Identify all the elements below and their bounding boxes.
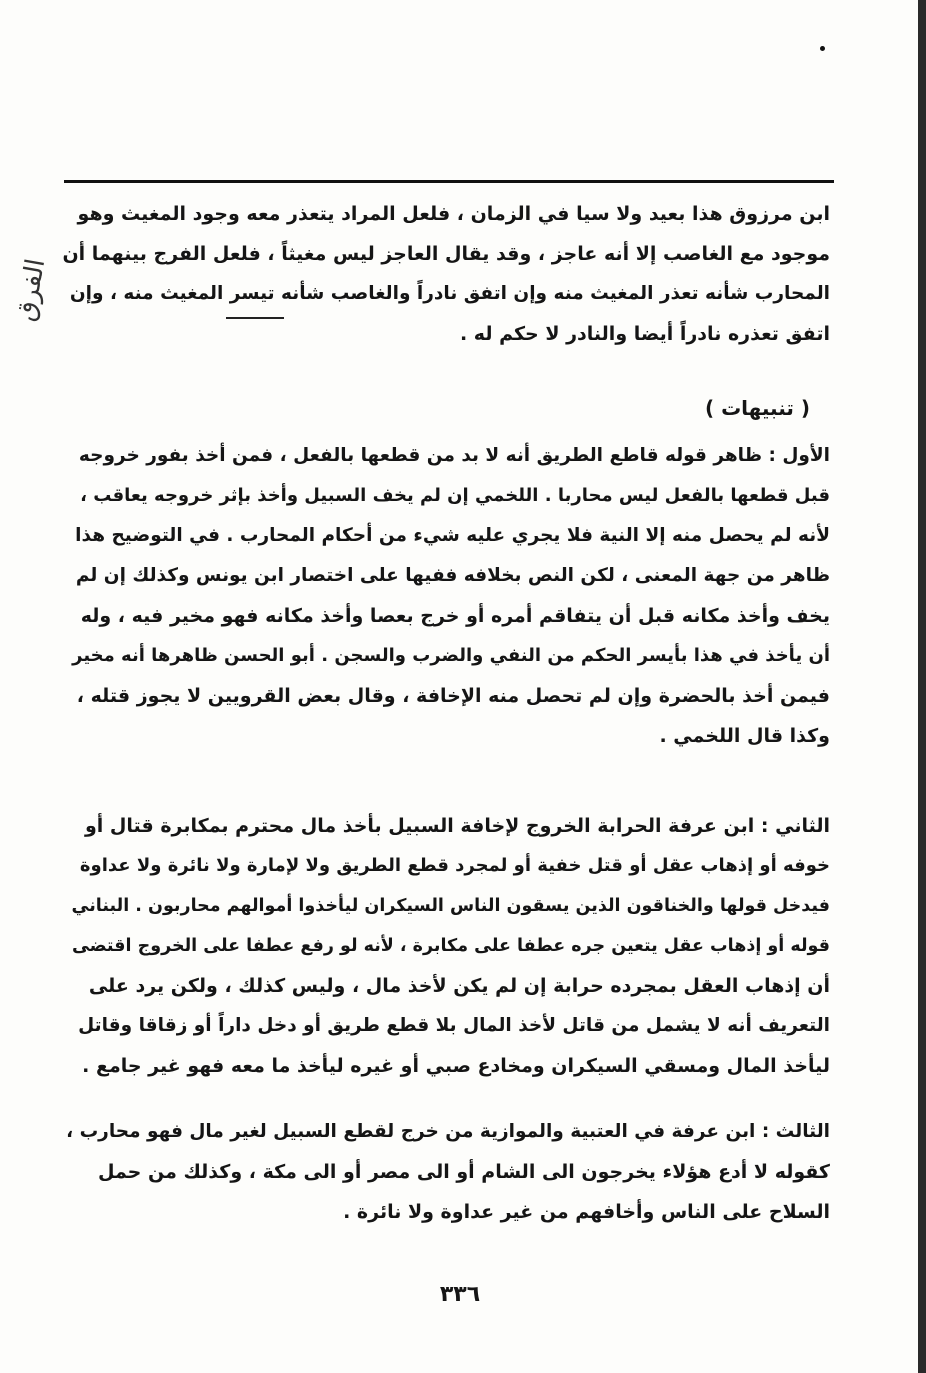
- text-line: أن يأخذ في هذا بأيسر الحكم من النفي والضرب والسجن . أبو الحسن ظاهرها أنه مخير: [72, 645, 830, 666]
- text-line: المحارب شأنه تعذر المغيث منه وإن اتفق نادراً والغاصب شأنه تيسر المغيث منه ، وإن: [69, 283, 830, 304]
- text-line: خوفه أو إذهاب عقل أو قتل خفية أو لمجرد قطع الطريق ولا لإمارة ولا نائرة ولا عداوة: [79, 855, 830, 876]
- header-rule: [64, 180, 834, 183]
- text-line: كقوله لا أدع هؤلاء يخرجون الى الشام أو الى مصر أو الى مكة ، وكذلك من حمل: [97, 1161, 830, 1183]
- text-line: ظاهر من جهة المعنى ، لكن النص بخلافه ففيها على اختصار ابن يونس وكذلك إن لم: [75, 565, 830, 586]
- paragraph-4: [60, 1112, 830, 1232]
- text-line: التعريف أنه لا يشمل من قاتل لأخذ المال بلا قطع طريق أو دخل داراً أو زقاقا وقاتل: [78, 1015, 830, 1036]
- text-line: وكذا قال اللخمي .: [659, 725, 830, 747]
- page-number: ٣٣٦: [439, 1282, 481, 1307]
- text-line: ابن مرزوق هذا بعيد ولا سيا في الزمان ، فلعل المراد يتعذر معه وجود المغيث وهو: [77, 203, 830, 225]
- paragraph-2: [60, 436, 830, 756]
- text-line: ليأخذ المال ومسقي السيكران ومخادع صبي أو غيره ليأخذ ما معه فهو غير جامع .: [82, 1055, 830, 1077]
- text-line: الثالث : ابن عرفة في العتبية والموازية من خرج لقطع السبيل لغير مال فهو محارب ،: [66, 1121, 830, 1142]
- page-speck: [820, 46, 825, 51]
- scan-edge: [918, 0, 926, 1373]
- paragraph-1: [60, 194, 830, 354]
- text-line: يخف وأخذ مكانه قبل أن يتفاقم أمره أو خرج بعصا وأخذ مكانه فهو مخير فيه ، وله: [80, 605, 830, 627]
- paragraph-3: [60, 806, 830, 1086]
- text-line: موجود مع الغاصب إلا أنه عاجز ، وقد يقال العاجز ليس مغيثاً ، فلعل الفرج بينهما أن: [62, 243, 830, 265]
- text-line: الثاني : ابن عرفة الحرابة الخروج لإخافة السبيل بأخذ مال محترم بمكابرة قتال أو: [84, 815, 830, 837]
- text-line: السلاح على الناس وأخافهم من غير عداوة ولا نائرة .: [343, 1201, 830, 1223]
- text-line: أن إذهاب العقل بمجرده حرابة إن لم يكن لأخذ مال ، وليس كذلك ، ولكن يرد على: [88, 975, 830, 997]
- text-line: فيمن أخذ بالحضرة وإن لم تحصل منه الإخافة ، وقال بعض القرويين لا يجوز قتله ،: [76, 685, 830, 707]
- text-line: اتفق تعذره نادراً أيضا والنادر لا حكم له .: [459, 323, 830, 345]
- text-line: فيدخل قولها والخناقون الذين يسقون الناس السيكران ليأخذوا أموالهم محاربون . البناني: [71, 896, 830, 916]
- text-line: لأنه لم يحصل منه إلا النية فلا يجري عليه شيء من أحكام المحارب . في التوضيح هذا: [75, 525, 830, 546]
- text-line: الأول : ظاهر قوله قاطع الطريق أنه لا بد من قطعها بالفعل ، فمن أخذ بفور خروجه: [78, 445, 830, 466]
- text-line: قبل قطعها بالفعل ليس محاربا . اللخمي إن لم يخف السبيل وأخذ بإثر خروجه يعاقب ،: [80, 485, 830, 506]
- section-heading: ( تنبيهات ): [704, 396, 810, 420]
- text-line: قوله أو إذهاب عقل يتعين جره عطفا على مكابرة ، لأنه لو رفع عطفا على الخروج اقتضى: [71, 936, 830, 956]
- handwritten-margin-note: الفرق: [10, 256, 52, 324]
